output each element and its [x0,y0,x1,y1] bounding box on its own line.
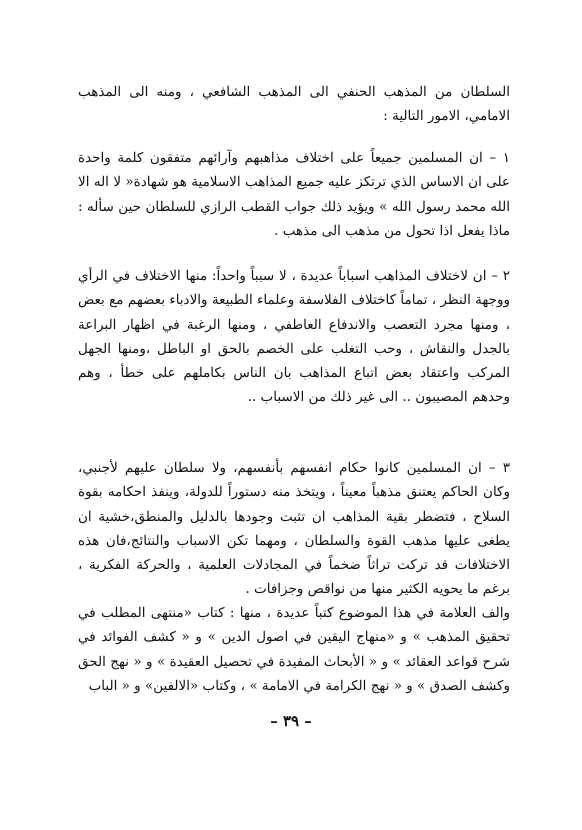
paragraph-point-3: ٣ – ان المسلمين كانوا حكام انفسهم بأنفسهم، ولا سلطان عليهم لأجنبي، وكان الحاكم يعتنق مذهباً معيناً ، ويتخذ منه دستوراً للدولة، وينفذ احكامه بقوة السلاح ، فتضطر بقية المذاهب ان تثبت وجودها بالدليل والمنطق،خشية ان يطغى عليها مذهب القوة والسلطان ، ومهما تكن الاسباب والنتائج،فان هذه الاختلافات قد تركت تراثاً ضخماً في المجادلات العلمية ، والحركة الفكرية ، برغم ما يحويه الكثير منها من نواقص وجزافات . [78,460,510,598]
paragraph-books: والف العلامة في هذا الموضوع كتباً عديدة ، منها : كتاب «منتهى المطلب في تحقيق المذهب » و «منهاج اليقين في اصول الدين » و « كشف الفوائد في شرح قواعد العقائد » و « الأبحاث المفيدة في تحصيل العقيدة » و « نهج الحق وكشف الصدق » و « نهج الكرامة في الامامة » ، وكتاب «الالفين» و « الباب [78,605,510,694]
paragraph-intro: السلطان من المذهب الحنفي الى المذهب الشافعي ، ومنه الى المذهب الامامي، الامور التالية : [78,84,510,125]
page-number: – ٣٩ – [270,712,312,730]
paragraph-point-2: ٢ – ان لاختلاف المذاهب اسباباً عديدة ، لا سبباً واحداً: منها الاختلاف في الرأي ووجهة النظر ، تماماً كاختلاف الفلاسفة وعلماء الطبيعة والادباء بعضهم مع بعض ، ومنها مجرد التعصب والاندفاع العاطفي ، ومنها الرغبة في اظهار البراعة بالجدل والنقاش ، وحب التغلب على الخصم بالحق او الباطل ،ومنها الجهل المركب واعتقاد بعض اتباع المذاهب بان الناس بكاملهم على خطأ ، وهم وحدهم المصيبون .. الى غير ذلك من الاسباب .. [78,268,510,406]
paragraph-point-1: ١ – ان المسلمين جميعاً على اختلاف مذاهبهم وآرائهم متفقون كلمة واحدة على ان الاساس الذي ترتكز عليه جميع المذاهب الاسلامية هو شهادة« لا اله الا الله محمد رسول الله » ويؤيد ذلك جواب القطب الرازي للسلطان حين سأله : ماذا يفعل اذا تحول من مذهب الى مذهب . [78,150,510,239]
